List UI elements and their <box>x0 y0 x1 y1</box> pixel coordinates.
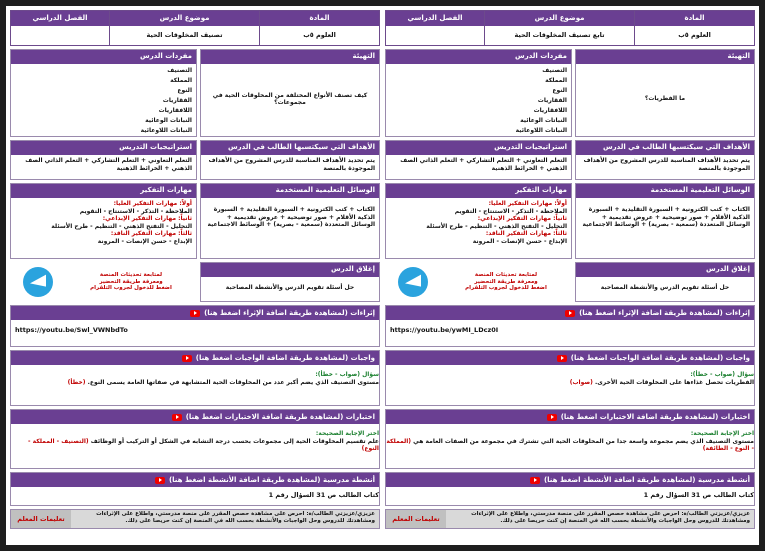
tests-body <box>11 424 379 453</box>
telegram-line-1: لمتابعة تحديثات المنصة <box>474 271 538 278</box>
telegram-line-2: ومعرفة طريقة التحضير <box>474 278 538 285</box>
enrich-box <box>385 305 755 347</box>
semester-label: الفصل الدراسي <box>11 11 109 26</box>
thinking-text-1: الملاحظة - التذكر - الاستنتاج - التقويم <box>454 207 567 215</box>
activities-header[interactable] <box>386 473 754 487</box>
lesson-sheet <box>385 10 755 541</box>
tests-answer: (المملكة - النوع - الطائفة) <box>386 437 754 452</box>
tests-title[interactable]: اختبارات (لمشاهدة طريقة اضافة الاختبارات اضغط هنا) <box>185 412 375 421</box>
topic-value: تصنيف المخلوقات الحية <box>146 31 223 40</box>
telegram-text <box>65 272 197 293</box>
activities-text: كتاب الطالب ص 31 السؤال رقم 1 <box>268 491 379 499</box>
enrich-link[interactable]: https://youtu.be/ywMI_LDcz0I <box>390 326 499 334</box>
intro-text: كيف تصنف الأنواع المختلفة من المخلوقات الحية في مجموعات؟ <box>212 91 368 106</box>
tests-header[interactable] <box>11 410 379 424</box>
tests-header[interactable] <box>386 410 754 424</box>
activities-title[interactable]: أنشطة مدرسية (لمشاهدة طريقة اضافة الأنشطة اضغط هنا) <box>168 475 375 484</box>
homework-title[interactable]: واجبات (لمشاهدة طريقة اضافة الواجبات اضغط هنا) <box>195 353 375 362</box>
homework-question: الفطريات تحصل غذاءها على المخلوقات الحية الأخرى. <box>595 378 754 386</box>
closing-text: حل أسئلة تقويم الدرس والأنشطة المصاحبة <box>225 284 355 292</box>
telegram-logo[interactable] <box>385 267 440 297</box>
thinking-heading-3: ثالثاً: مهارات التفكير الناقد: <box>485 230 567 237</box>
activities-header[interactable] <box>11 473 379 487</box>
enrich-title[interactable]: إثراءات (لمشاهدة طريقة اضافة الإثراء اضغط هنا) <box>579 308 750 317</box>
strategies-title: استراتيجيات التدريس <box>386 141 571 155</box>
list-item: الفقاريات <box>537 97 567 104</box>
aids-box <box>575 183 755 259</box>
thinking-text-2: التحليل - التفتح الذهني - التنظيم - طرح الأسئلة <box>426 222 567 230</box>
thinking-title: مهارات التفكير <box>11 184 196 198</box>
intro-text: ما الفطريات؟ <box>644 95 686 103</box>
vocab-title: مفردات الدرس <box>11 50 196 64</box>
goals-text: يتم تحديد الأهداف المناسبة للدرس المشروح من الأهداف الموجودة بالمنصة <box>208 157 375 172</box>
list-item: النباتات اللاوعائية <box>515 127 567 134</box>
goals-text: يتم تحديد الأهداف المناسبة للدرس المشروح من الأهداف الموجودة بالمنصة <box>583 157 750 172</box>
lesson-header <box>10 10 380 46</box>
activities-box <box>10 472 380 506</box>
aids-box <box>200 183 380 259</box>
telegram-icon <box>398 267 428 297</box>
list-item: التصنيف <box>167 67 192 74</box>
vocab-title: مفردات الدرس <box>386 50 571 64</box>
lesson-sheet <box>10 10 380 541</box>
youtube-icon[interactable] <box>547 414 557 421</box>
thinking-heading-2: ثانياً: مهارات التفكير الإبداعي: <box>102 215 192 222</box>
tests-box <box>385 409 755 469</box>
semester-cell <box>386 11 484 45</box>
subject-value: العلوم ٥ب <box>303 31 336 40</box>
list-item: المملكة <box>545 77 567 84</box>
telegram-icon <box>23 267 53 297</box>
telegram-logo[interactable] <box>10 267 65 297</box>
aids-text: الكتاب + كتب الكترونية + السبورة التقليدية + السبورة الذكية الأقلام + صور توضيحية + عروض تقديمية + الوسائل المتعددة (سمعية - بصرية) + الوسائط الاجتماعية <box>207 206 375 228</box>
tests-label: اختر الإجابة الصحيحة: <box>315 430 379 437</box>
homework-box <box>385 350 755 406</box>
closing-title: إغلاق الدرس <box>201 263 379 277</box>
strategies-title: استراتيجيات التدريس <box>11 141 196 155</box>
thinking-box <box>385 183 572 259</box>
homework-header[interactable] <box>11 351 379 365</box>
intro-title: التهيئة <box>201 50 379 64</box>
thinking-body <box>386 198 571 247</box>
vocab-list <box>386 64 571 138</box>
activities-text: كتاب الطالب ص 31 السؤال رقم 1 <box>643 491 754 499</box>
subject-cell <box>259 11 379 45</box>
strategies-text: التعلم التعاوني + التعلم التشاركي + التعلم الذاتي الصف الذهني + الخرائط الذهنية <box>25 157 192 172</box>
thinking-text-3: الإبداع - حسن الإنصات - المرونة <box>97 237 192 245</box>
intro-box <box>575 49 755 137</box>
list-item: النباتات الوعائية <box>145 117 192 124</box>
enrich-link[interactable]: https://youtu.be/Swl_VWNbdTo <box>15 326 128 334</box>
vocab-box <box>385 49 572 137</box>
telegram-promo[interactable] <box>385 262 572 302</box>
topic-label: موضوع الدرس <box>110 11 259 26</box>
telegram-line-3: اضغط للدخول لجروب التلقرام <box>90 285 172 292</box>
topic-value: تابع تصنيف المخلوقات الحية <box>514 31 605 40</box>
strategies-box <box>385 140 572 180</box>
enrich-title[interactable]: إثراءات (لمشاهدة طريقة اضافة الإثراء اضغط هنا) <box>204 308 375 317</box>
telegram-line-3: اضغط للدخول لجروب التلقرام <box>465 285 547 292</box>
instructions-text: عزيزي/عزيزتي الطالب/ة: احرص على مشاهدة حصص المقرر على منصة مدرستي، واطلاع على الإثراءات ومشاهدتك للدروس وحل الواجبات والأنشطة بحسب الله في المنصة إن كنت حريصا على ذلك. <box>446 510 754 528</box>
aids-text: الكتاب + كتب الكترونية + السبورة التقليدية + السبورة الذكية الأقلام + صور توضيحية + عروض تقديمية + الوسائل المتعددة (سمعية - بصرية) + الوسائط الاجتماعية <box>582 206 750 228</box>
list-item: اللافقاريات <box>158 107 192 114</box>
list-item: النباتات الوعائية <box>520 117 567 124</box>
tests-box <box>10 409 380 469</box>
page-frame <box>6 6 759 545</box>
youtube-icon[interactable] <box>172 414 182 421</box>
homework-title[interactable]: واجبات (لمشاهدة طريقة اضافة الواجبات اضغط هنا) <box>570 353 750 362</box>
thinking-heading-1: أولاً: مهارات التفكير العليا: <box>113 200 192 207</box>
thinking-heading-3: ثالثاً: مهارات التفكير الناقد: <box>110 230 192 237</box>
intro-box <box>200 49 380 137</box>
enrich-header[interactable] <box>11 306 379 320</box>
list-item: النوع <box>552 87 567 94</box>
list-item: التصنيف <box>542 67 567 74</box>
youtube-icon[interactable] <box>530 477 540 484</box>
homework-question: مستوى التصنيف الذي يضم أكبر عدد من المخلوقات الحية المتشابهة في صفاتها العامة يسمى النوع. <box>87 378 379 386</box>
strategies-box <box>10 140 197 180</box>
tests-question: علم تقسيم المخلوقات الحية إلى مجموعات بحسب درجة التشابه في الشكل أو التركيب أو الوظائف <box>90 437 379 445</box>
semester-value <box>11 26 109 45</box>
subject-label: المادة <box>635 11 754 26</box>
list-item: النوع <box>177 87 192 94</box>
activities-box <box>385 472 755 506</box>
telegram-line-1: لمتابعة تحديثات المنصة <box>99 271 163 278</box>
instructions-label: تعليمات المعلم <box>11 510 71 528</box>
closing-text: حل أسئلة تقويم الدرس والأنشطة المصاحبة <box>600 284 730 292</box>
subject-cell <box>634 11 754 45</box>
semester-value <box>386 26 484 45</box>
goals-title: الأهداف التي سيكتسبها الطالب في الدرس <box>201 141 379 155</box>
goals-title: الأهداف التي سيكتسبها الطالب في الدرس <box>576 141 754 155</box>
homework-answer: (صواب) <box>569 378 593 386</box>
homework-body <box>386 365 754 386</box>
youtube-icon[interactable] <box>565 310 575 317</box>
tests-title[interactable]: اختبارات (لمشاهدة طريقة اضافة الاختبارات اضغط هنا) <box>560 412 750 421</box>
list-item: الفقاريات <box>162 97 192 104</box>
youtube-icon[interactable] <box>182 355 192 362</box>
lesson-header <box>385 10 755 46</box>
instructions-label: تعليمات المعلم <box>386 510 446 528</box>
vocab-box <box>10 49 197 137</box>
thinking-heading-2: ثانياً: مهارات التفكير الإبداعي: <box>477 215 567 222</box>
intro-title: التهيئة <box>576 50 754 64</box>
thinking-text-3: الإبداع - حسن الإنصات - المرونة <box>472 237 567 245</box>
topic-cell <box>109 11 259 45</box>
telegram-text <box>440 272 572 293</box>
homework-header[interactable] <box>386 351 754 365</box>
homework-answer: (خطأ) <box>67 378 86 386</box>
homework-body <box>11 365 379 386</box>
topic-cell <box>484 11 634 45</box>
subject-value: العلوم ٥ب <box>678 31 711 40</box>
aids-title: الوسائل التعليمية المستخدمة <box>576 184 754 198</box>
list-item: المملكة <box>170 77 192 84</box>
goals-box <box>575 140 755 180</box>
teacher-instructions <box>10 509 380 529</box>
teacher-instructions <box>385 509 755 529</box>
thinking-text-2: التحليل - التفتح الذهني - التنظيم - طرح الأسئلة <box>51 222 192 230</box>
tests-question: مستوى التصنيف الذي يضم مجموعة واسعة جدا من المخلوقات الحية التي تشترك في مجموعة من الصفات العامة هي <box>413 437 754 445</box>
vocab-list <box>11 64 196 138</box>
youtube-icon[interactable] <box>155 477 165 484</box>
list-item: النباتات اللاوعائية <box>140 127 192 134</box>
telegram-line-2: ومعرفة طريقة التحضير <box>99 278 163 285</box>
homework-box <box>10 350 380 406</box>
closing-title: إغلاق الدرس <box>576 263 754 277</box>
enrich-header[interactable] <box>386 306 754 320</box>
semester-cell <box>11 11 109 45</box>
youtube-icon[interactable] <box>557 355 567 362</box>
topic-label: موضوع الدرس <box>485 11 634 26</box>
closing-box <box>575 262 755 302</box>
thinking-box <box>10 183 197 259</box>
youtube-icon[interactable] <box>190 310 200 317</box>
goals-box <box>200 140 380 180</box>
tests-body <box>386 424 754 453</box>
telegram-promo[interactable] <box>10 262 197 302</box>
homework-label: سؤال (صواب - خطأ): <box>690 371 754 378</box>
thinking-body <box>11 198 196 247</box>
semester-label: الفصل الدراسي <box>386 11 484 26</box>
thinking-heading-1: أولاً: مهارات التفكير العليا: <box>488 200 567 207</box>
closing-box <box>200 262 380 302</box>
subject-label: المادة <box>260 11 379 26</box>
tests-answer: (التصنيف - المملكة - النوع) <box>28 437 379 452</box>
thinking-title: مهارات التفكير <box>386 184 571 198</box>
list-item: اللافقاريات <box>533 107 567 114</box>
tests-label: اختر الإجابة الصحيحة: <box>690 430 754 437</box>
strategies-text: التعلم التعاوني + التعلم التشاركي + التعلم الذاتي الصف الذهني + الخرائط الذهنية <box>400 157 567 172</box>
thinking-text-1: الملاحظة - التذكر - الاستنتاج - التقويم <box>79 207 192 215</box>
activities-title[interactable]: أنشطة مدرسية (لمشاهدة طريقة اضافة الأنشطة اضغط هنا) <box>543 475 750 484</box>
homework-label: سؤال (صواب - خطأ): <box>315 371 379 378</box>
instructions-text: عزيزي/عزيزتي الطالب/ة: احرص على مشاهدة حصص المقرر على منصة مدرستي، واطلاع على الإثراءات ومشاهدتك للدروس وحل الواجبات والأنشطة بحسب الله في المنصة إن كنت حريصا على ذلك. <box>71 510 379 528</box>
aids-title: الوسائل التعليمية المستخدمة <box>201 184 379 198</box>
enrich-box <box>10 305 380 347</box>
